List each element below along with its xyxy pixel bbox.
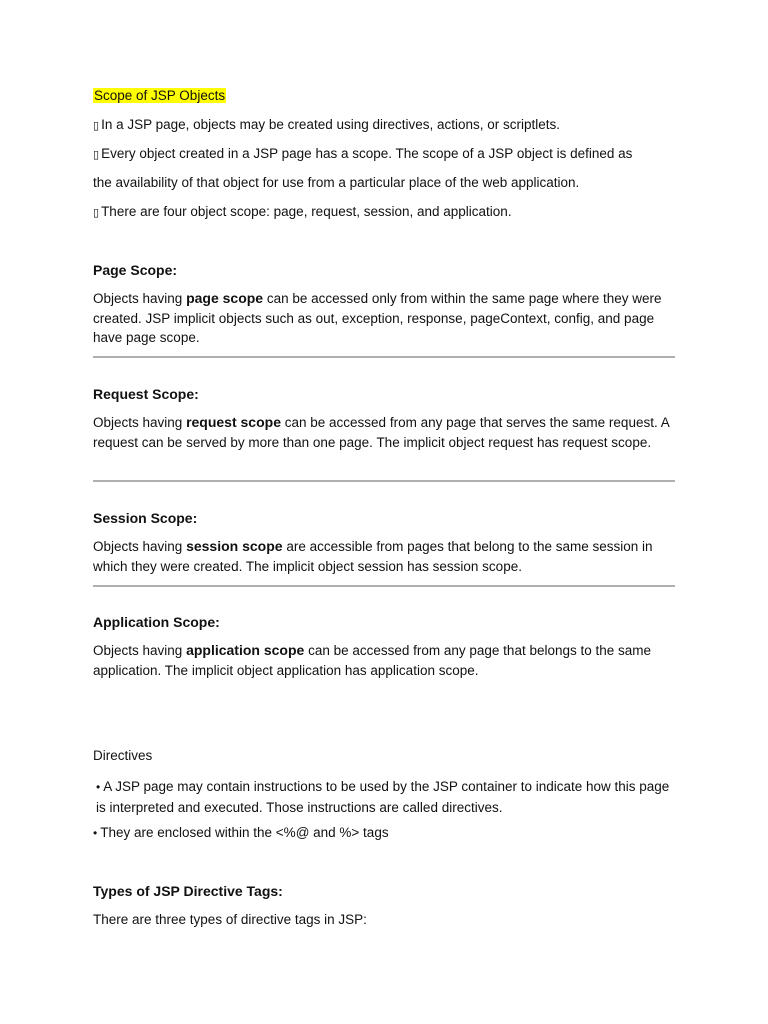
section-title (93, 88, 226, 103)
scope-point-3: ▯ There are four object scope: page, request, session, and application. (93, 204, 512, 219)
missing-glyph-icon: ▯ (93, 120, 100, 132)
divider (93, 480, 675, 482)
missing-glyph-icon: ▯ (93, 207, 100, 219)
request-scope-heading: Request Scope: (93, 386, 199, 402)
scope-point-2-continued: the availability of that object for use from a particular place of the web application. (93, 175, 580, 190)
page-scope-heading: Page Scope: (93, 262, 178, 278)
divider (93, 356, 675, 358)
request-scope-paragraph: Objects having request scope can be accessed from any page that serves the same request. A request can be served by more than one page. The implicit object request has request scope. (93, 414, 669, 450)
scope-point-2: ▯ Every object created in a JSP page has a scope. The scope of a JSP object is defined as (93, 146, 633, 161)
scope-title: Scope of JSP Objects (94, 88, 226, 103)
directives-point-2: • They are enclosed within the <%@ and %> tags (93, 825, 389, 840)
application-scope-heading: Application Scope: (93, 614, 220, 630)
directives-point-1: • A JSP page may contain instructions to be used by the JSP container to indicate how this page is interpreted and executed. Those instructions are called directives. (96, 779, 670, 815)
directive-types-text: There are three types of directive tags in JSP: (93, 912, 367, 927)
divider (93, 585, 675, 587)
page-scope-term: page scope (186, 290, 264, 306)
page-scope-paragraph: Objects having page scope can be accessed only from within the same page where they were created. JSP implicit objects such as out, exception, response, pageContext, config, and page have page scope. (93, 290, 662, 345)
request-scope-term: request scope (186, 414, 281, 430)
session-scope-term: session scope (186, 538, 283, 554)
application-scope-paragraph: Objects having application scope can be accessed from any page that belongs to the same application. The implicit object application has application scope. (93, 642, 652, 678)
bullet-icon: • (96, 780, 101, 794)
session-scope-paragraph: Objects having session scope are accessible from pages that belong to the same session in which they were created. The implicit object session has session scope. (93, 538, 653, 574)
bullet-icon: • (93, 826, 98, 840)
directive-types-heading: Types of JSP Directive Tags: (93, 883, 283, 899)
directives-title: Directives (93, 748, 153, 763)
missing-glyph-icon: ▯ (93, 149, 100, 161)
scope-point-1: ▯ In a JSP page, objects may be created using directives, actions, or scriptlets. (93, 117, 561, 132)
session-scope-heading: Session Scope: (93, 510, 198, 526)
application-scope-term: application scope (186, 642, 305, 658)
